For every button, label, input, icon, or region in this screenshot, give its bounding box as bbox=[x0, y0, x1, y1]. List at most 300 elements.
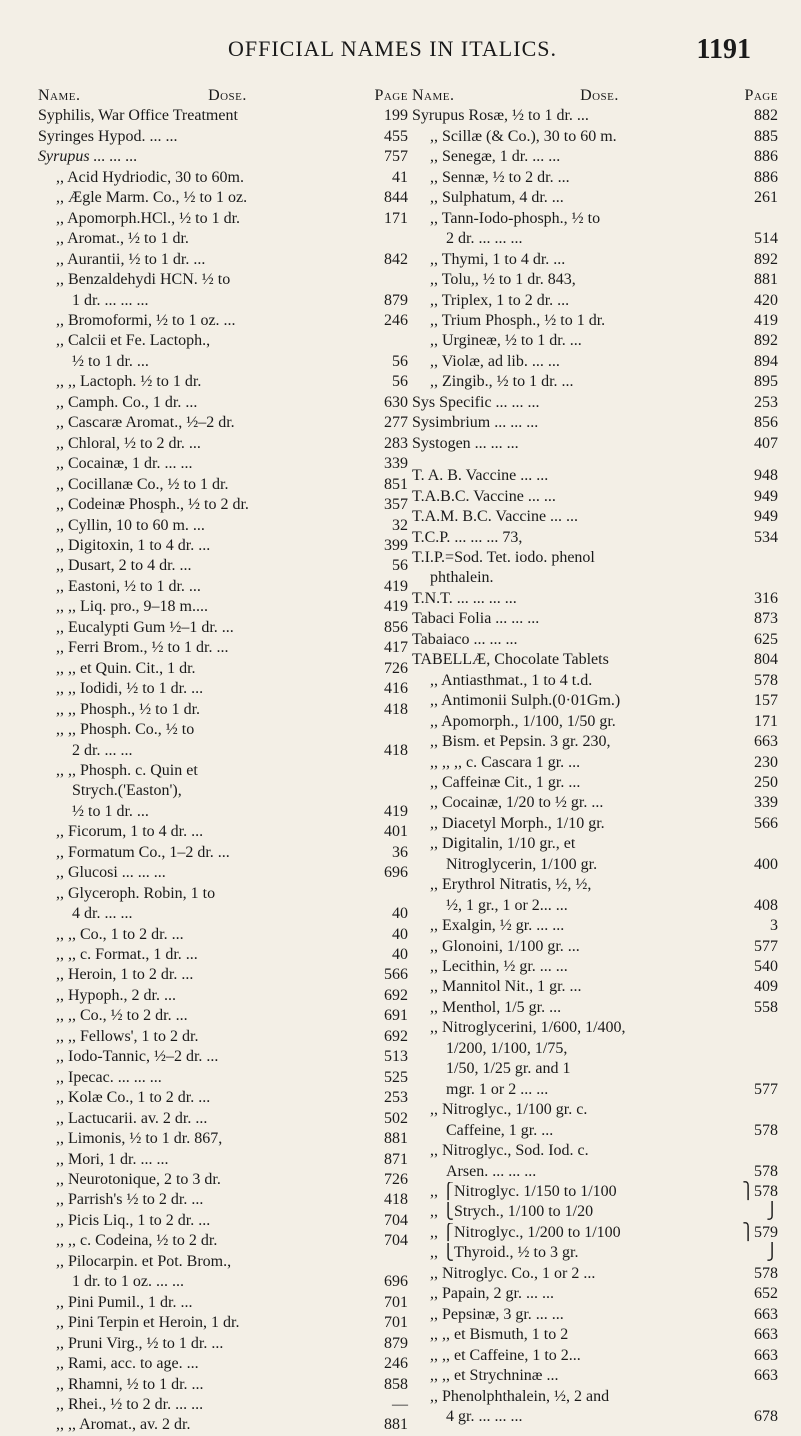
entry-text: ,, Nitroglyc. Co., 1 or 2 ... bbox=[430, 1264, 596, 1282]
entry-page-ref: ⎭ bbox=[766, 1244, 778, 1262]
index-list-left bbox=[38, 106, 408, 1435]
entry-text: ½ to 1 dr. ... bbox=[72, 352, 149, 370]
index-entry bbox=[412, 466, 778, 486]
entry-text: ,, Tann-Iodo-phosph., ½ to bbox=[430, 209, 601, 227]
index-entry bbox=[412, 106, 778, 126]
entry-text: ,, Parrish's ½ to 2 dr. ... bbox=[56, 1191, 204, 1209]
index-entry bbox=[412, 957, 778, 977]
entry-text: Sysimbrium ... ... ... bbox=[412, 414, 539, 432]
entry-text: ,, Cocillanæ Co., ½ to 1 dr. bbox=[56, 475, 229, 493]
index-entry bbox=[38, 1334, 408, 1354]
entry-page-ref: 261 bbox=[754, 189, 778, 207]
index-entry bbox=[412, 1284, 778, 1304]
index-entry bbox=[38, 843, 408, 863]
entry-page-ref: 678 bbox=[754, 1408, 778, 1425]
entry-page-ref: 277 bbox=[384, 414, 408, 432]
entry-page-ref: 40 bbox=[392, 925, 408, 943]
entry-text: ,, Acid Hydriodic, 30 to 60m. bbox=[56, 168, 244, 186]
entry-page-ref: 502 bbox=[384, 1109, 408, 1127]
index-entry bbox=[412, 1325, 778, 1345]
entry-text: ,, Kolæ Co., 1 to 2 dr. ... bbox=[56, 1089, 211, 1107]
entry-page-ref: 246 bbox=[384, 311, 408, 329]
entry-page-ref: 894 bbox=[754, 352, 778, 370]
index-entry bbox=[38, 106, 408, 126]
entry-page-ref bbox=[774, 1018, 778, 1038]
index-entry bbox=[412, 1059, 778, 1079]
entry-text: ,, Limonis, ½ to 1 dr. 867, bbox=[56, 1130, 223, 1148]
entry-page-ref: 418 bbox=[384, 1191, 408, 1209]
index-entry bbox=[38, 863, 408, 883]
entry-page-ref: 419 bbox=[754, 311, 778, 329]
index-entry bbox=[412, 548, 778, 568]
entry-page-ref: 881 bbox=[384, 1416, 408, 1434]
entry-text: ,, Scillæ (& Co.), 30 to 60 m. bbox=[430, 127, 617, 145]
index-entry bbox=[412, 127, 778, 147]
index-entry bbox=[412, 589, 778, 609]
entry-text: ,, Exalgin, ½ gr. ... ... bbox=[430, 917, 565, 935]
entry-page-ref: 696 bbox=[384, 864, 408, 882]
entry-page-ref: 886 bbox=[754, 148, 778, 166]
entry-text: ,, ,, Liq. pro., 9–18 m.... bbox=[56, 598, 208, 616]
entry-text: 1/50, 1/25 gr. and 1 bbox=[446, 1060, 571, 1078]
entry-page-ref: 246 bbox=[384, 1355, 408, 1373]
entry-page-ref: 663 bbox=[754, 1346, 778, 1364]
entry-text: ,, Rami, acc. to age. ... bbox=[56, 1355, 199, 1373]
index-entry bbox=[38, 1047, 408, 1067]
entry-page-ref: 230 bbox=[754, 753, 778, 771]
entry-text: ,, Ficorum, 1 to 4 dr. ... bbox=[56, 823, 204, 841]
index-entry bbox=[38, 1109, 408, 1129]
entry-text: ,, Pruni Virg., ½ to 1 dr. ... bbox=[56, 1334, 224, 1352]
index-entry bbox=[412, 1141, 778, 1161]
entry-text: ,, Tolu,, ½ to 1 dr. 843, bbox=[430, 271, 576, 289]
index-column-right bbox=[412, 86, 778, 1427]
entry-page-ref: 886 bbox=[754, 168, 778, 186]
entry-page-ref: 316 bbox=[754, 589, 778, 607]
entry-page-ref: 625 bbox=[754, 630, 778, 648]
entry-text: Tabaiaco ... ... ... bbox=[412, 630, 518, 648]
entry-page-ref: 696 bbox=[384, 1273, 408, 1291]
index-entry bbox=[38, 904, 408, 924]
entry-text: ,, Digitoxin, 1 to 4 dr. ... bbox=[56, 536, 211, 554]
entry-text: ,, Rhei., ½ to 2 dr. ... ... bbox=[56, 1396, 204, 1413]
index-entry bbox=[38, 1006, 408, 1026]
entry-page-ref: 357 bbox=[384, 496, 408, 514]
entry-page-ref: 895 bbox=[754, 373, 778, 391]
entry-text: ,, ,, Phosph. Co., ½ to bbox=[56, 721, 195, 739]
index-entry bbox=[412, 352, 778, 372]
index-entry bbox=[412, 773, 778, 793]
entry-page-ref bbox=[404, 1252, 408, 1272]
index-entry bbox=[412, 372, 778, 392]
entry-text: T.N.T. ... ... ... ... bbox=[412, 589, 517, 607]
entry-page-ref: 419 bbox=[384, 802, 408, 820]
entry-text: 1 dr. to 1 oz. ... ... bbox=[72, 1273, 184, 1291]
entry-text: ,, Urgineæ, ½ to 1 dr. ... bbox=[430, 332, 582, 350]
entry-text: ,, Cyllin, 10 to 60 m. ... bbox=[56, 516, 205, 534]
entry-page-ref: 408 bbox=[754, 896, 778, 914]
index-entry bbox=[38, 700, 408, 720]
index-entry bbox=[412, 393, 778, 413]
entry-text: 1 dr. ... ... ... bbox=[72, 291, 149, 309]
entry-page-ref: 726 bbox=[384, 1171, 408, 1189]
index-entry bbox=[38, 1395, 408, 1415]
entry-page-ref: 578 bbox=[754, 1121, 778, 1139]
index-entry bbox=[38, 1354, 408, 1374]
index-entry bbox=[38, 250, 408, 270]
index-entry bbox=[38, 741, 408, 761]
index-entry bbox=[412, 568, 778, 588]
index-entry bbox=[412, 1366, 778, 1386]
index-entry bbox=[38, 1415, 408, 1435]
index-entry bbox=[38, 659, 408, 679]
index-entry bbox=[412, 1243, 778, 1263]
entry-page-ref: 704 bbox=[384, 1232, 408, 1250]
entry-text: ,, Trium Phosph., ½ to 1 dr. bbox=[430, 311, 606, 329]
entry-text: ,, Cascaræ Aromat., ½–2 dr. bbox=[56, 414, 235, 432]
entry-page-ref: 663 bbox=[754, 1326, 778, 1344]
index-entry bbox=[38, 1129, 408, 1149]
entry-text: ,, Glyceroph. Robin, 1 to bbox=[56, 884, 216, 902]
running-title: OFFICIAL NAMES IN ITALICS. bbox=[228, 36, 557, 61]
entry-text: ,, Apomorph.HCl., ½ to 1 dr. bbox=[56, 209, 241, 227]
entry-text: TABELLÆ, Chocolate Tablets bbox=[412, 651, 609, 669]
entry-text: ,, Pini Terpin et Heroin, 1 dr. bbox=[56, 1314, 240, 1332]
index-entry bbox=[412, 1121, 778, 1141]
index-entry bbox=[38, 1027, 408, 1047]
entry-text: Tabaci Folia ... ... ... bbox=[412, 610, 540, 628]
entry-page-ref: 400 bbox=[754, 855, 778, 873]
column-header-dose: Dose. bbox=[208, 87, 247, 104]
entry-text: ,, ,, et Caffeine, 1 to 2... bbox=[430, 1346, 581, 1364]
entry-text: ,, Senegæ, 1 dr. ... ... bbox=[430, 148, 561, 166]
index-entry bbox=[38, 1211, 408, 1231]
index-entry bbox=[38, 291, 408, 311]
entry-page-ref: 253 bbox=[754, 393, 778, 411]
index-column-left bbox=[38, 86, 408, 1436]
entry-page-ref: 949 bbox=[754, 487, 778, 505]
entry-page-ref: 858 bbox=[384, 1375, 408, 1393]
index-entry bbox=[38, 331, 408, 351]
index-entry bbox=[38, 638, 408, 658]
entry-page-ref: 419 bbox=[384, 577, 408, 595]
entry-page-ref: 56 bbox=[392, 373, 408, 391]
index-entry bbox=[38, 229, 408, 249]
index-entry bbox=[38, 720, 408, 740]
index-entry bbox=[38, 1313, 408, 1333]
entry-page-ref bbox=[774, 1100, 778, 1120]
index-entry bbox=[412, 814, 778, 834]
entry-page-ref: 513 bbox=[384, 1048, 408, 1066]
index-entry bbox=[38, 372, 408, 392]
index-entry bbox=[412, 1305, 778, 1325]
index-entry bbox=[412, 413, 778, 433]
entry-text: ,, Sulphatum, 4 dr. ... bbox=[430, 189, 564, 207]
column-header-page: Page bbox=[374, 87, 408, 104]
entry-page-ref: 879 bbox=[384, 1334, 408, 1352]
index-entry bbox=[38, 822, 408, 842]
entry-page-ref: 882 bbox=[754, 107, 778, 125]
entry-text: ,, Glucosi ... ... ... bbox=[56, 864, 166, 882]
entry-text: Syrupus Rosæ, ½ to 1 dr. ... bbox=[412, 107, 589, 125]
index-entry bbox=[412, 671, 778, 691]
index-entry bbox=[412, 1039, 778, 1059]
entry-page-ref: 578 bbox=[754, 1264, 778, 1282]
entry-text: ,, ⎩Strych., 1/100 to 1/20 bbox=[430, 1203, 594, 1221]
index-entry bbox=[412, 229, 778, 249]
index-entry bbox=[38, 965, 408, 985]
entry-page-ref: 691 bbox=[384, 1007, 408, 1025]
entry-page-ref: 253 bbox=[384, 1089, 408, 1107]
entry-page-ref bbox=[404, 229, 408, 249]
index-entry bbox=[412, 1182, 778, 1202]
entry-page-ref bbox=[404, 884, 408, 904]
entry-page-ref: 726 bbox=[384, 659, 408, 677]
entry-page-ref bbox=[404, 761, 408, 781]
entry-page-ref: 558 bbox=[754, 998, 778, 1016]
index-entry bbox=[38, 127, 408, 147]
index-entry bbox=[412, 188, 778, 208]
index-entry bbox=[412, 1223, 778, 1243]
entry-page-ref: 885 bbox=[754, 127, 778, 145]
index-entry bbox=[38, 434, 408, 454]
entry-page-ref: 663 bbox=[754, 733, 778, 751]
section-gap bbox=[412, 454, 778, 466]
entry-text: ½, 1 gr., 1 or 2... ... bbox=[446, 896, 568, 914]
index-entry bbox=[38, 1190, 408, 1210]
index-entry bbox=[38, 209, 408, 229]
index-entry bbox=[412, 1387, 778, 1407]
index-entry bbox=[412, 896, 778, 916]
entry-text: ,, ⎧Nitroglyc. 1/150 to 1/100 bbox=[430, 1183, 617, 1201]
entry-page-ref: 842 bbox=[384, 250, 408, 268]
column-header-page: Page bbox=[744, 87, 778, 104]
entry-text: ,, Bromoformi, ½ to 1 oz. ... bbox=[56, 311, 236, 329]
entry-text: T.C.P. ... ... ... 73, bbox=[412, 528, 523, 546]
entry-page-ref: 701 bbox=[384, 1293, 408, 1311]
index-entry bbox=[412, 691, 778, 711]
index-entry bbox=[38, 270, 408, 290]
index-entry bbox=[38, 1150, 408, 1170]
entry-page-ref: 419 bbox=[384, 598, 408, 616]
entry-page-ref: 401 bbox=[384, 823, 408, 841]
index-entry bbox=[38, 1272, 408, 1292]
entry-page-ref: 630 bbox=[384, 393, 408, 411]
index-entry bbox=[412, 855, 778, 875]
index-entry bbox=[412, 331, 778, 351]
entry-page-ref: 804 bbox=[754, 651, 778, 669]
entry-text: ,, Eucalypti Gum ½–1 dr. ... bbox=[56, 618, 234, 636]
entry-page-ref bbox=[404, 331, 408, 351]
entry-page-ref: 663 bbox=[754, 1305, 778, 1323]
index-entry bbox=[38, 311, 408, 331]
index-entry bbox=[412, 753, 778, 773]
entry-text: ,, Cocainæ, 1 dr. ... ... bbox=[56, 455, 193, 473]
index-entry bbox=[38, 577, 408, 597]
entry-page-ref bbox=[774, 1039, 778, 1059]
entry-text: mgr. 1 or 2 ... ... bbox=[446, 1080, 549, 1098]
entry-text: 1/200, 1/100, 1/75, bbox=[446, 1039, 568, 1057]
entry-text: ,, Mori, 1 dr. ... ... bbox=[56, 1150, 169, 1168]
index-entry bbox=[412, 1018, 778, 1038]
entry-text: 4 gr. ... ... ... bbox=[446, 1408, 523, 1425]
entry-page-ref: 40 bbox=[392, 946, 408, 964]
entry-page-ref: 844 bbox=[384, 189, 408, 207]
entry-page-ref: 171 bbox=[754, 712, 778, 730]
index-entry bbox=[38, 495, 408, 515]
entry-text: Caffeine, 1 gr. ... bbox=[446, 1121, 554, 1139]
entry-page-ref: 881 bbox=[754, 271, 778, 289]
entry-text: T.A.M. B.C. Vaccine ... ... bbox=[412, 508, 579, 526]
index-entry bbox=[38, 1375, 408, 1395]
entry-page-ref: 407 bbox=[754, 434, 778, 452]
entry-page-ref: 399 bbox=[384, 536, 408, 554]
column-header-name: Name. bbox=[412, 87, 455, 104]
entry-text: ,, Picis Liq., 1 to 2 dr. ... bbox=[56, 1211, 211, 1229]
column-header bbox=[412, 86, 778, 106]
entry-text: ,, Caffeinæ Cit., 1 gr. ... bbox=[430, 773, 581, 791]
index-entry bbox=[38, 475, 408, 495]
entry-page-ref: 171 bbox=[384, 209, 408, 227]
entry-text: ,, Thymi, 1 to 4 dr. ... bbox=[430, 250, 566, 268]
index-entry bbox=[412, 998, 778, 1018]
entry-text: T.I.P.=Sod. Tet. iodo. phenol bbox=[412, 548, 595, 566]
index-entry bbox=[412, 875, 778, 895]
entry-page-ref: 540 bbox=[754, 958, 778, 976]
entry-page-ref: 881 bbox=[384, 1130, 408, 1148]
entry-text: ,, Eastoni, ½ to 1 dr. ... bbox=[56, 577, 201, 595]
index-entry bbox=[412, 1407, 778, 1427]
index-entry bbox=[412, 147, 778, 167]
entry-page-ref: 36 bbox=[392, 843, 408, 861]
entry-page-ref: 692 bbox=[384, 1027, 408, 1045]
entry-page-ref: — bbox=[392, 1396, 408, 1413]
entry-page-ref bbox=[774, 1387, 778, 1407]
entry-page-ref: ⎫579 bbox=[742, 1223, 778, 1241]
entry-text: ,, Antiasthmat., 1 to 4 t.d. bbox=[430, 671, 593, 689]
entry-text: ,, Benzaldehydi HCN. ½ to bbox=[56, 271, 231, 289]
entry-text: ,, Mannitol Nit., 1 gr. ... bbox=[430, 978, 582, 996]
entry-page-ref: 577 bbox=[754, 1080, 778, 1098]
entry-page-ref: 417 bbox=[384, 639, 408, 657]
entry-text: ,, ,, et Quin. Cit., 1 dr. bbox=[56, 659, 196, 677]
entry-text: ,, Apomorph., 1/100, 1/50 gr. bbox=[430, 712, 616, 730]
page-header bbox=[0, 34, 801, 74]
entry-text: ,, Camph. Co., 1 dr. ... bbox=[56, 393, 198, 411]
entry-text: ,, ,, Co., 1 to 2 dr. ... bbox=[56, 925, 184, 943]
entry-text: ,, Nitroglycerini, 1/600, 1/400, bbox=[430, 1019, 626, 1037]
index-entry bbox=[412, 916, 778, 936]
entry-page-ref: 157 bbox=[754, 692, 778, 710]
entry-text: ,, Ægle Marm. Co., ½ to 1 oz. bbox=[56, 189, 248, 207]
column-header bbox=[38, 86, 408, 106]
entry-page-ref: 40 bbox=[392, 905, 408, 923]
entry-page-ref bbox=[774, 834, 778, 854]
index-entry bbox=[38, 393, 408, 413]
index-entry bbox=[412, 977, 778, 997]
entry-page-ref: 566 bbox=[384, 966, 408, 984]
index-entry bbox=[412, 434, 778, 454]
index-entry bbox=[412, 609, 778, 629]
entry-text: 2 dr. ... ... bbox=[72, 741, 133, 759]
entry-page-ref: 577 bbox=[754, 937, 778, 955]
entry-page-ref: 420 bbox=[754, 291, 778, 309]
entry-text: ,, Ipecac. ... ... ... bbox=[56, 1068, 162, 1086]
entry-page-ref: 873 bbox=[754, 610, 778, 628]
entry-page-ref: 339 bbox=[384, 455, 408, 473]
entry-page-ref: 566 bbox=[754, 814, 778, 832]
entry-text: ,, Nitroglyc., Sod. Iod. c. bbox=[430, 1142, 589, 1160]
index-entry bbox=[38, 556, 408, 576]
entry-page-ref: 851 bbox=[384, 475, 408, 493]
entry-page-ref: 757 bbox=[384, 148, 408, 166]
entry-page-ref: 856 bbox=[754, 414, 778, 432]
entry-text: 2 dr. ... ... ... bbox=[446, 230, 523, 248]
entry-text: ,, Diacetyl Morph., 1/10 gr. bbox=[430, 814, 605, 832]
page-number: 1191 bbox=[696, 34, 751, 65]
entry-text: 4 dr. ... ... bbox=[72, 905, 133, 923]
entry-text: ,, Heroin, 1 to 2 dr. ... bbox=[56, 966, 194, 984]
entry-page-ref: 416 bbox=[384, 680, 408, 698]
entry-text: Strych.('Easton'), bbox=[72, 782, 182, 800]
entry-page-ref bbox=[774, 1059, 778, 1079]
index-entry bbox=[412, 250, 778, 270]
entry-page-ref: 514 bbox=[754, 230, 778, 248]
entry-text: ,, ,, Phosph. c. Quin et bbox=[56, 761, 198, 779]
index-entry bbox=[38, 1088, 408, 1108]
entry-text: ,, Glonoini, 1/100 gr. ... bbox=[430, 937, 580, 955]
index-entry bbox=[412, 1346, 778, 1366]
index-entry bbox=[412, 487, 778, 507]
entry-text: ,, Nitroglyc., 1/100 gr. c. bbox=[430, 1101, 588, 1119]
entry-page-ref: 871 bbox=[384, 1150, 408, 1168]
entry-text: ,, Hypoph., 2 dr. ... bbox=[56, 986, 176, 1004]
entry-page-ref: 892 bbox=[754, 250, 778, 268]
entry-text: ,, Lactucarii. av. 2 dr. ... bbox=[56, 1109, 208, 1127]
entry-page-ref bbox=[774, 875, 778, 895]
index-entry bbox=[38, 761, 408, 781]
entry-text: Syrupus ... ... ... bbox=[38, 148, 138, 166]
entry-page-ref: 199 bbox=[384, 107, 408, 125]
entry-text: Arsen. ... ... ... bbox=[446, 1162, 537, 1180]
entry-text: ,, Zingib., ½ to 1 dr. ... bbox=[430, 373, 574, 391]
index-entry bbox=[412, 311, 778, 331]
entry-text: T. A. B. Vaccine ... ... bbox=[412, 467, 549, 485]
entry-text: ,, Antimonii Sulph.(0·01Gm.) bbox=[430, 692, 621, 710]
entry-text: ,, Triplex, 1 to 2 dr. ... bbox=[430, 291, 570, 309]
column-header-name: Name. bbox=[38, 87, 81, 104]
entry-page-ref: 652 bbox=[754, 1285, 778, 1303]
entry-page-ref: 892 bbox=[754, 332, 778, 350]
entry-page-ref: 948 bbox=[754, 467, 778, 485]
entry-text: ,, Chloral, ½ to 2 dr. ... bbox=[56, 434, 201, 452]
entry-text: ,, ,, Aromat., av. 2 dr. bbox=[56, 1416, 191, 1434]
entry-page-ref bbox=[774, 548, 778, 568]
index-entry bbox=[38, 168, 408, 188]
entry-page-ref: 525 bbox=[384, 1068, 408, 1086]
entry-text: ,, Formatum Co., 1–2 dr. ... bbox=[56, 843, 230, 861]
index-entry bbox=[38, 1252, 408, 1272]
index-entry bbox=[38, 1170, 408, 1190]
entry-text: ,, ,, c. Format., 1 dr. ... bbox=[56, 946, 198, 964]
index-entry bbox=[38, 188, 408, 208]
entry-page-ref: 418 bbox=[384, 700, 408, 718]
index-entry bbox=[38, 536, 408, 556]
entry-text: T.A.B.C. Vaccine ... ... bbox=[412, 487, 556, 505]
entry-text: ,, ⎧Nitroglyc., 1/200 to 1/100 bbox=[430, 1223, 621, 1241]
entry-text: ,, Neurotonique, 2 to 3 dr. bbox=[56, 1171, 221, 1189]
index-entry bbox=[412, 1100, 778, 1120]
